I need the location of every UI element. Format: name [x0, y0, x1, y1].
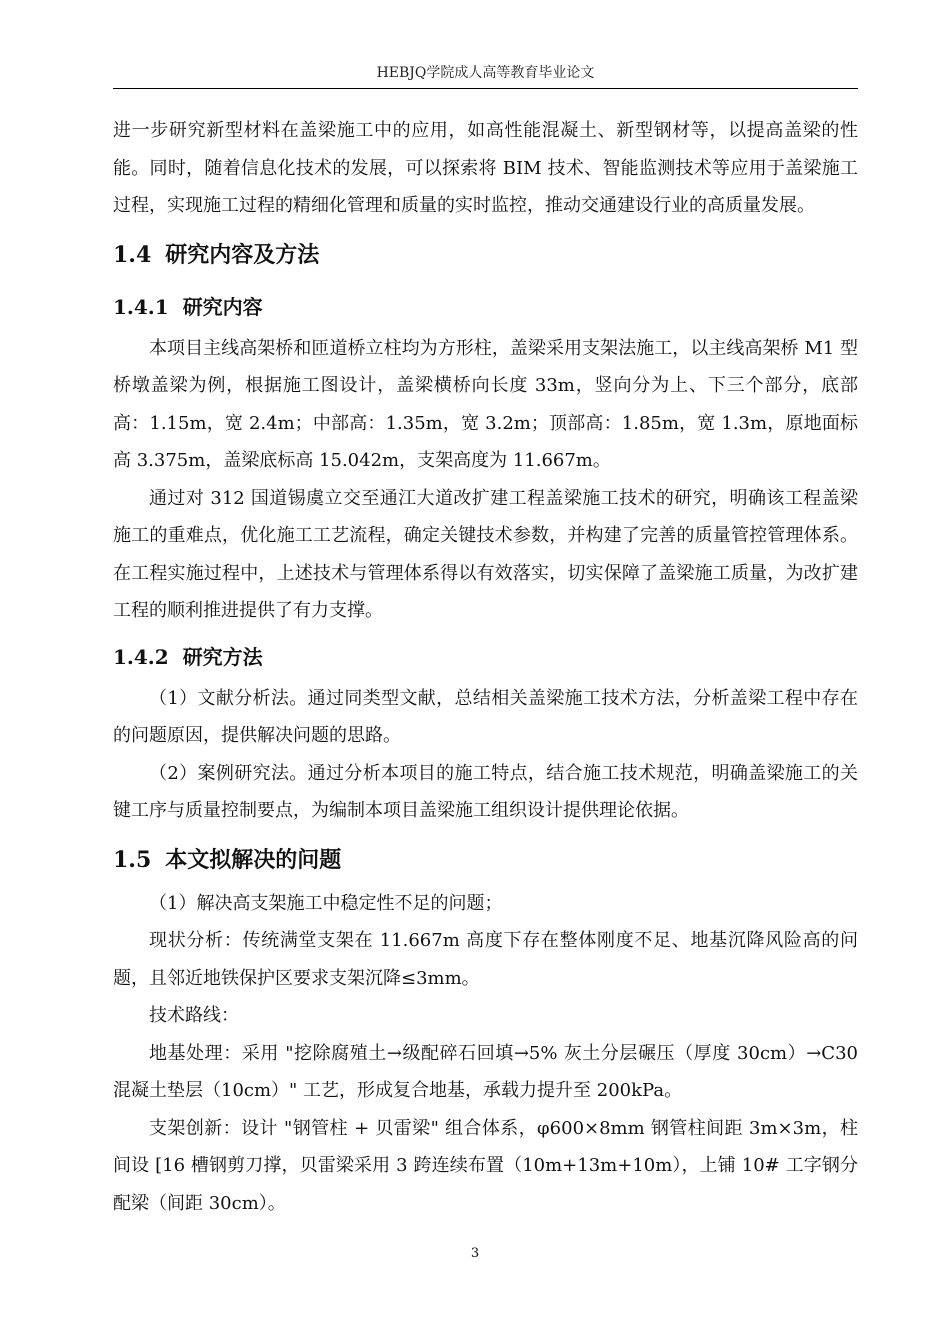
body-content [113, 112, 858, 1222]
paragraph-problem-5: 支架创新：设计 "钢管柱 + 贝雷梁" 组合体系，φ600×8mm 钢管柱间距 3m×3m，柱间设 [16 槽钢剪刀撑，贝雷梁采用 3 跨连续布置（10m+13m+10m），上铺 10# 工字钢分配梁（间距 30cm）。 [113, 1117, 858, 1214]
paragraph-content-1: 本项目主线高架桥和匝道桥立柱均为方形柱，盖梁采用支架法施工，以主线高架桥 M1 型桥墩盖梁为例，根据施工图设计，盖梁横桥向长度 33m，竖向分为上、下三个部分，底部高：1.15m，宽 2.4m；中部高：1.35m，宽 3.2m；顶部高：1.85m，宽 1.3m，原地面标高 3.375m，盖梁底标高 15.042m，支架高度为 11.667m。 [113, 337, 858, 471]
heading-1-5 [113, 830, 858, 885]
heading-number: 1.4 [113, 241, 152, 268]
heading-text: 研究方法 [182, 644, 263, 669]
heading-number: 1.4.1 [113, 294, 169, 319]
paragraph-method-1: （1）文献分析法。通过同类型文献，总结相关盖梁施工技术方法，分析盖梁工程中存在的问题原因，提供解决问题的思路。 [113, 687, 858, 746]
heading-text: 研究内容及方法 [165, 241, 320, 268]
paragraph-method-2: （2）案例研究法。通过分析本项目的施工特点，结合施工技术规范，明确盖梁施工的关键工序与质量控制要点，为编制本项目盖梁施工组织设计提供理论依据。 [113, 762, 858, 821]
heading-1-4 [113, 225, 858, 280]
paragraph-problem-4: 地基处理：采用 "挖除腐殖土→级配碎石回填→5% 灰土分层碾压（厚度 30cm）→C30 混凝土垫层（10cm）" 工艺，形成复合地基，承载力提升至 200kPa。 [113, 1042, 858, 1101]
paragraph-problem-2: 现状分析：传统满堂支架在 11.667m 高度下存在整体刚度不足、地基沉降风险高的问题，且邻近地铁保护区要求支架沉降≤3mm。 [113, 930, 858, 989]
paragraph-problem-1: （1）解决高支架施工中稳定性不足的问题； [149, 892, 503, 914]
heading-number: 1.4.2 [113, 644, 169, 669]
paragraph-content-2: 通过对 312 国道锡虞立交至通江大道改扩建工程盖梁施工技术的研究，明确该工程盖梁施工的重难点，优化施工工艺流程，确定关键技术参数，并构建了完善的质量管控管理体系。在工程实施过程中，上述技术与管理体系得以有效落实，切实保障了盖梁施工质量，为改扩建工程的顺利推进提供了有力支撑。 [113, 487, 858, 621]
heading-1-4-1 [113, 280, 858, 330]
page-number: 3 [470, 1246, 480, 1261]
heading-text: 本文拟解决的问题 [165, 846, 342, 873]
running-header [113, 62, 858, 89]
paragraph-problem-3: 技术路线： [149, 1005, 239, 1026]
paragraph-intro-continued: 进一步研究新型材料在盖梁施工中的应用，如高性能混凝土、新型钢材等，以提高盖梁的性能。同时，随着信息化技术的发展，可以探索将 BIM 技术、智能监测技术等应用于盖梁施工过程，实现施工过程的精细化管理和质量的实时监控，推动交通建设行业的高质量发展。 [113, 120, 858, 216]
heading-number: 1.5 [113, 846, 152, 873]
heading-text: 研究内容 [182, 294, 263, 319]
header-title: HEBJQ学院成人高等教育毕业论文 [376, 65, 595, 81]
heading-1-4-2 [113, 630, 858, 680]
